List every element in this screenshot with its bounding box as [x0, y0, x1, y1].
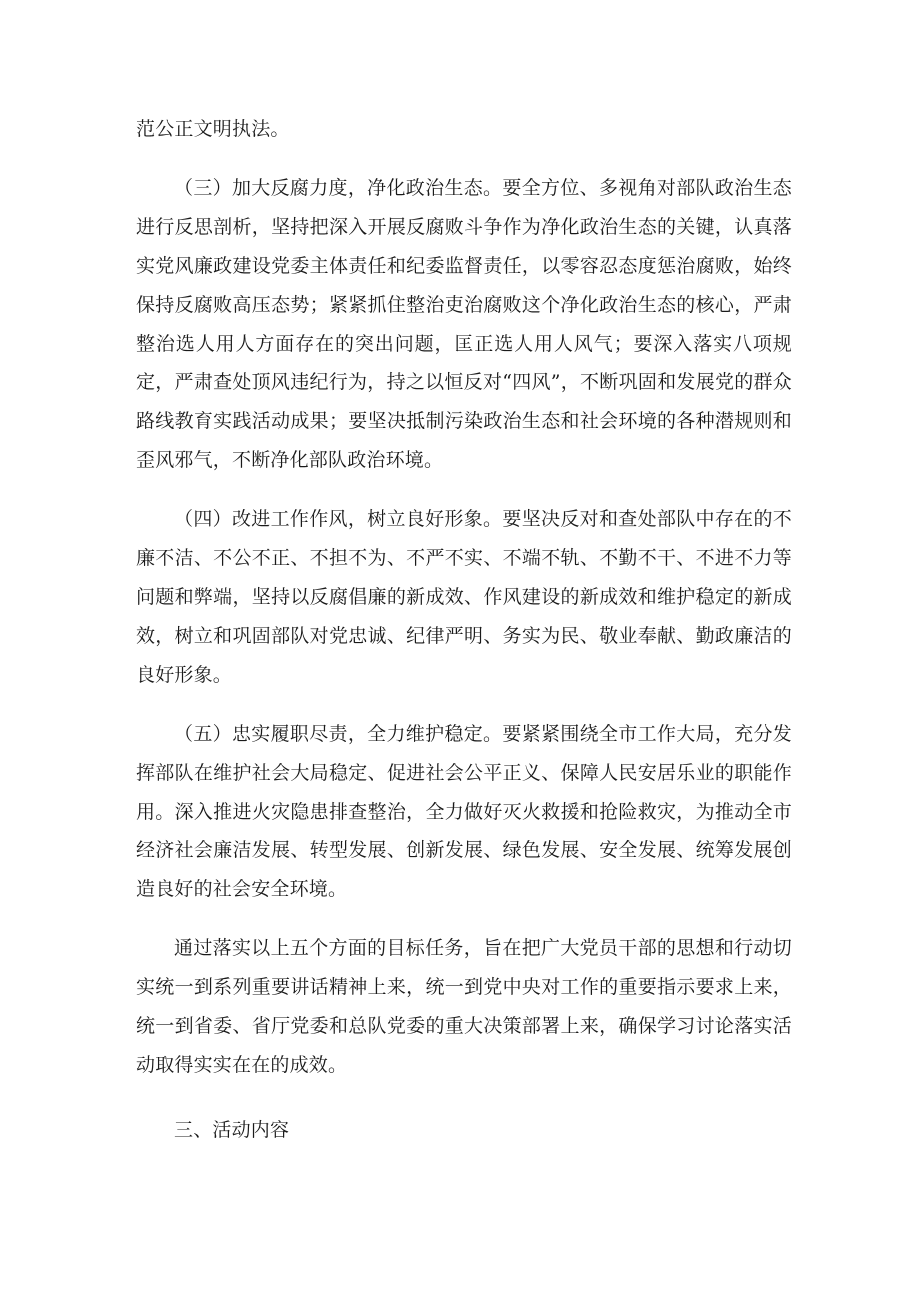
section-heading-activity-content: 三、活动内容: [174, 1118, 290, 1141]
document-body: [136, 110, 792, 1150]
paragraph-section-five: （五）忠实履职尽责，全力维护稳定。要紧紧围绕全市工作大局，充分发挥部队在维护社会大局稳定、促进社会公平正义、保障人民安居乐业的职能作用。深入推进火灾隐患排查整治，全力做好灭火救援和抢险救灾，为推动全市经济社会廉洁发展、转型发展、创新发展、绿色发展、安全发展、统筹发展创造良好的社会安全环境。: [136, 722, 792, 901]
paragraph-section-three: （三）加大反腐力度，净化政治生态。要全方位、多视角对部队政治生态进行反思剖析，坚持把深入开展反腐败斗争作为净化政治生态的关键，认真落实党风廉政建设党委主体责任和纪委监督责任，以零容忍态度惩治腐败，始终保持反腐败高压态势；紧紧抓住整治吏治腐败这个净化政治生态的核心，严肃整治选人用人方面存在的突出问题，匡正选人用人风气；要深入落实八项规定，严肃查处顶风违纪行为，持之以恒反对“四风”，不断巩固和发展党的群众路线教育实践活动成果；要坚决抵制污染政治生态和社会环境的各种潜规则和歪风邪气，不断净化部队政治环境。: [136, 176, 792, 472]
paragraph-continuation: 范公正文明执法。: [136, 118, 290, 140]
paragraph-section-four: （四）改进工作作风，树立良好形象。要坚决反对和查处部队中存在的不廉不洁、不公不正、不担不为、不严不实、不端不轨、不勤不干、不进不力等问题和弊端，坚持以反腐倡廉的新成效、作风建设的新成效和维护稳定的新成效，树立和巩固部队对党忠诚、纪律严明、务实为民、敬业奉献、勤政廉洁的良好形象。: [136, 508, 792, 686]
paragraph-summary: 通过落实以上五个方面的目标任务，旨在把广大党员干部的思想和行动切实统一到系列重要讲话精神上来，统一到党中央对工作的重要指示要求上来，统一到省委、省厅党委和总队党委的重大决策部署上来，确保学习讨论落实活动取得实实在在的成效。: [136, 937, 792, 1076]
